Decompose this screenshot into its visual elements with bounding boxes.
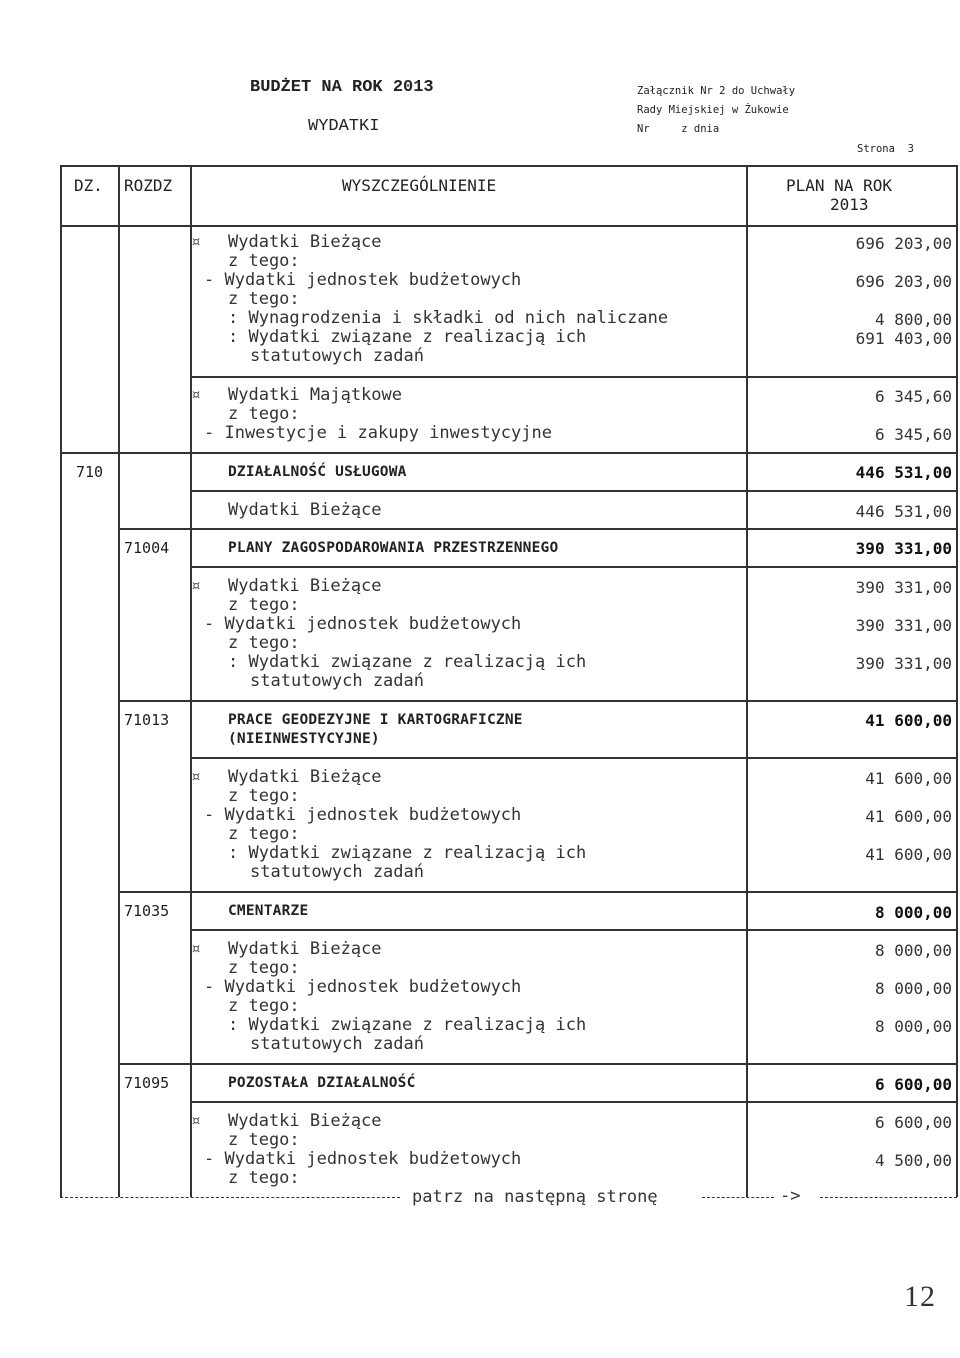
amount-5: 8 000,00 [874, 1017, 952, 1036]
table-left-border [60, 165, 62, 1197]
rozdz-code: 71013 [124, 711, 170, 729]
line-6: statutowych zadań [250, 671, 424, 691]
line-5: : Wydatki związane z realizacją ich [228, 652, 587, 672]
currency-sign-icon: ¤ [192, 942, 201, 957]
line-3: - Wydatki jednostek budżetowych [204, 977, 522, 997]
row-divider [190, 757, 957, 759]
amount-1: 390 331,00 [855, 578, 952, 597]
line-4: z tego: [228, 824, 300, 844]
section-divider [60, 452, 957, 454]
section-title: CMENTARZE [228, 903, 309, 919]
block2-line-3: - Inwestycje i zakupy inwestycyjne [204, 423, 552, 443]
attachment-line-1: Załącznik Nr 2 do Uchwały [637, 85, 796, 97]
currency-sign-icon: ¤ [192, 388, 201, 403]
amount-3: 41 600,00 [865, 807, 952, 826]
line-2: z tego: [228, 958, 300, 978]
line-3: - Wydatki jednostek budżetowych [204, 1149, 522, 1169]
line-4: z tego: [228, 1168, 300, 1188]
amount-3: 4 500,00 [874, 1151, 952, 1170]
line-3: - Wydatki jednostek budżetowych [204, 614, 522, 634]
block2-line-2: z tego: [228, 404, 300, 424]
row-divider [190, 929, 957, 931]
continuation-text: patrz na następną stronę [412, 1187, 658, 1207]
currency-sign-icon: ¤ [192, 579, 201, 594]
document-subtitle: WYDATKI [308, 117, 380, 136]
currency-sign-icon: ¤ [192, 770, 201, 785]
line-1: Wydatki Bieżące [228, 1111, 382, 1131]
section-divider [118, 1063, 957, 1065]
dz-code: 710 [76, 463, 104, 481]
spec-column-border [746, 165, 748, 1197]
block1-line-2: z tego: [228, 251, 300, 271]
section-divider [118, 528, 957, 530]
table-header-border [60, 225, 957, 227]
amount-3: 390 331,00 [855, 616, 952, 635]
line-4: z tego: [228, 633, 300, 653]
line-4: z tego: [228, 996, 300, 1016]
table-right-border [956, 165, 958, 1197]
line-2: z tego: [228, 1130, 300, 1150]
block2-amount-1: 6 345,60 [874, 387, 952, 406]
dz-column-border [118, 165, 120, 1197]
section-title: PLANY ZAGOSPODAROWANIA PRZESTRZENNEGO [228, 540, 559, 556]
section-sub-amount: 446 531,00 [855, 502, 952, 521]
block1-line-5: : Wynagrodzenia i składki od nich naliczane [228, 308, 669, 328]
amount-3: 8 000,00 [874, 979, 952, 998]
rozdz-code: 71004 [124, 539, 170, 557]
block1-amount-1: 696 203,00 [855, 234, 952, 253]
section-amount: 6 600,00 [874, 1075, 952, 1094]
line-5: : Wydatki związane z realizacją ich [228, 843, 587, 863]
line-2: z tego: [228, 595, 300, 615]
header-plan-line-2: 2013 [830, 195, 869, 214]
page-number: 12 [904, 1280, 936, 1313]
amount-5: 390 331,00 [855, 654, 952, 673]
section-sub-label: Wydatki Bieżące [228, 500, 382, 520]
block1-line-6: : Wydatki związane z realizacją ich [228, 327, 587, 347]
block2-amount-3: 6 345,60 [874, 425, 952, 444]
line-6: statutowych zadań [250, 1034, 424, 1054]
attachment-line-3: Nr z dnia [637, 123, 720, 135]
header-rozdz: ROZDZ [124, 176, 173, 195]
amount-5: 41 600,00 [865, 845, 952, 864]
rozdz-code: 71035 [124, 902, 170, 920]
header-specification: WYSZCZEGÓLNIENIE [342, 176, 497, 195]
row-divider [190, 566, 957, 568]
section-title-line-2: (NIEINWESTYCYJNE) [228, 731, 380, 747]
table-top-border [60, 165, 957, 167]
block1-line-3: - Wydatki jednostek budżetowych [204, 270, 522, 290]
line-1: Wydatki Bieżące [228, 576, 382, 596]
line-6: statutowych zadań [250, 862, 424, 882]
line-1: Wydatki Bieżące [228, 767, 382, 787]
page-label: Strona 3 [857, 143, 914, 155]
section-amount: 446 531,00 [855, 463, 952, 482]
block1-line-7: statutowych zadań [250, 346, 424, 366]
currency-sign-icon: ¤ [192, 1114, 201, 1129]
rozdz-code: 71095 [124, 1074, 170, 1092]
section-divider [118, 891, 957, 893]
line-5: : Wydatki związane z realizacją ich [228, 1015, 587, 1035]
continuation-dashes-middle [702, 1197, 774, 1198]
document-title: BUDŻET NA ROK 2013 [250, 78, 434, 97]
section-title: POZOSTAŁA DZIAŁALNOŚĆ [228, 1075, 416, 1091]
continuation-dashes-right [820, 1197, 957, 1198]
section-amount: 41 600,00 [865, 711, 952, 730]
section-title: DZIAŁALNOŚĆ USŁUGOWA [228, 464, 407, 480]
continuation-arrow: -> [780, 1186, 801, 1206]
amount-1: 8 000,00 [874, 941, 952, 960]
section-amount: 8 000,00 [874, 903, 952, 922]
block1-amount-5: 4 800,00 [874, 310, 952, 329]
block1-amount-3: 696 203,00 [855, 272, 952, 291]
line-3: - Wydatki jednostek budżetowych [204, 805, 522, 825]
line-2: z tego: [228, 786, 300, 806]
section-divider [118, 700, 957, 702]
amount-1: 41 600,00 [865, 769, 952, 788]
continuation-dashes-left [60, 1197, 400, 1198]
row-divider [190, 376, 957, 378]
header-plan-line-1: PLAN NA ROK [786, 176, 892, 195]
block2-line-1: Wydatki Majątkowe [228, 385, 402, 405]
rozdz-column-border [190, 165, 192, 1197]
block1-line-4: z tego: [228, 289, 300, 309]
row-divider [190, 490, 957, 492]
section-amount: 390 331,00 [855, 539, 952, 558]
block1-amount-6: 691 403,00 [855, 329, 952, 348]
currency-sign-icon: ¤ [192, 235, 201, 250]
section-title-line-1: PRACE GEODEZYJNE I KARTOGRAFICZNE [228, 712, 523, 728]
line-1: Wydatki Bieżące [228, 939, 382, 959]
amount-1: 6 600,00 [874, 1113, 952, 1132]
attachment-line-2: Rady Miejskiej w Żukowie [637, 104, 789, 116]
row-divider [190, 1101, 957, 1103]
block1-line-1: Wydatki Bieżące [228, 232, 382, 252]
header-dz: DZ. [74, 176, 103, 195]
